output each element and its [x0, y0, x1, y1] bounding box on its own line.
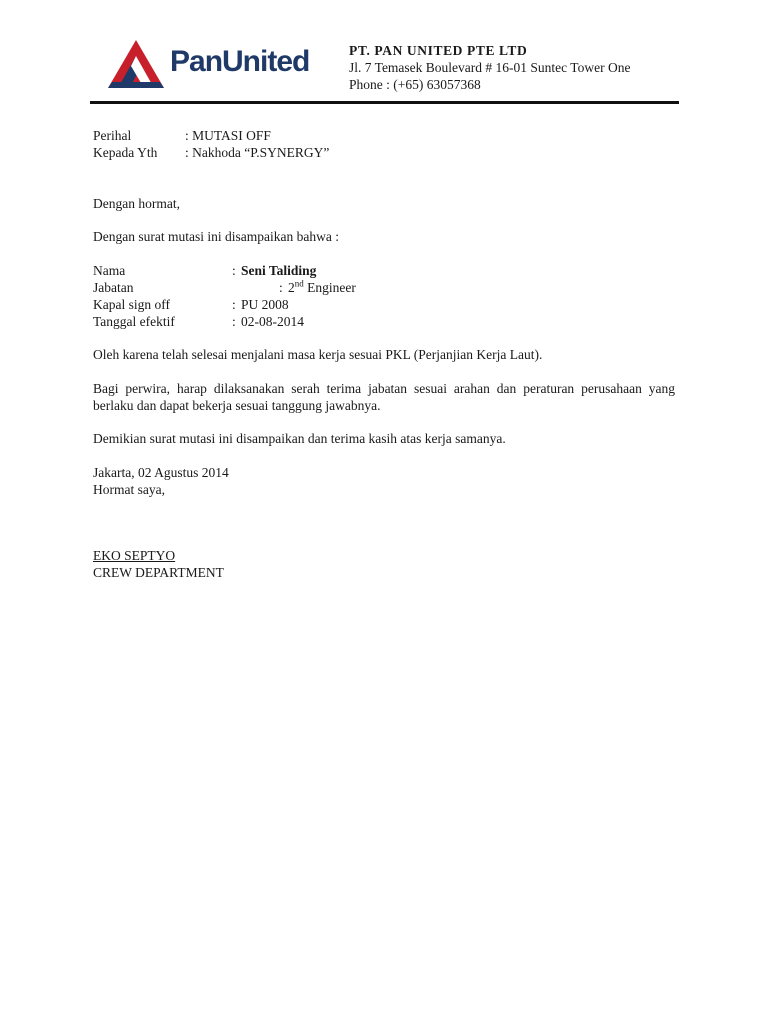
- subject-label: Perihal: [93, 128, 132, 143]
- subject-value: : MUTASI OFF: [185, 128, 271, 143]
- recipient-value: : Nakhoda “P.SYNERGY”: [185, 145, 330, 160]
- signatory-name: EKO SEPTYO: [93, 548, 176, 563]
- company-address: Jl. 7 Temasek Boulevard # 16-01 Suntec Tower One: [349, 60, 631, 75]
- intro-text: Dengan surat mutasi ini disampaikan bahwa :: [93, 229, 339, 244]
- paragraph-instructions: Bagi perwira, harap dilaksanakan serah terima jabatan sesuai arahan dan peraturan perusahaan yang berlaku dan dapat bekerja sesuai tanggung jawabnya.: [93, 381, 675, 413]
- kapal-value: PU 2008: [241, 297, 289, 312]
- company-phone: Phone : (+65) 63057368: [349, 77, 481, 92]
- jabatan-value-number: 2: [288, 280, 295, 295]
- signatory-department: CREW DEPARTMENT: [93, 565, 224, 580]
- company-logo: [104, 36, 334, 92]
- logo-triangle-icon: [104, 36, 168, 92]
- closing-salutation: Hormat saya,: [93, 482, 165, 497]
- nama-label: Nama: [93, 263, 126, 278]
- company-name: PT. PAN UNITED PTE LTD: [349, 43, 528, 58]
- recipient-label: Kepada Yth: [93, 145, 158, 160]
- jabatan-value-ordinal: nd: [294, 278, 304, 289]
- tanggal-value: 02-08-2014: [241, 314, 304, 329]
- tanggal-separator: :: [232, 314, 236, 329]
- greeting: Dengan hormat,: [93, 196, 180, 211]
- company-info: [349, 42, 630, 93]
- tanggal-label: Tanggal efektif: [93, 314, 175, 329]
- paragraph-reason: Oleh karena telah selesai menjalani masa kerja sesuai PKL (Perjanjian Kerja Laut).: [93, 347, 543, 362]
- jabatan-separator: :: [279, 280, 283, 295]
- jabatan-value-title: Engineer: [303, 280, 356, 295]
- nama-separator: :: [232, 263, 236, 278]
- logo-wordmark: PanUnited: [170, 45, 310, 78]
- header-divider: [90, 101, 679, 104]
- paragraph-closing: Demikian surat mutasi ini disampaikan dan terima kasih atas kerja samanya.: [93, 431, 506, 446]
- nama-value: Seni Taliding: [241, 263, 317, 278]
- kapal-separator: :: [232, 297, 236, 312]
- place-date: Jakarta, 02 Agustus 2014: [93, 465, 229, 480]
- kapal-label: Kapal sign off: [93, 297, 170, 312]
- jabatan-label: Jabatan: [93, 280, 134, 295]
- jabatan-value: [288, 279, 356, 296]
